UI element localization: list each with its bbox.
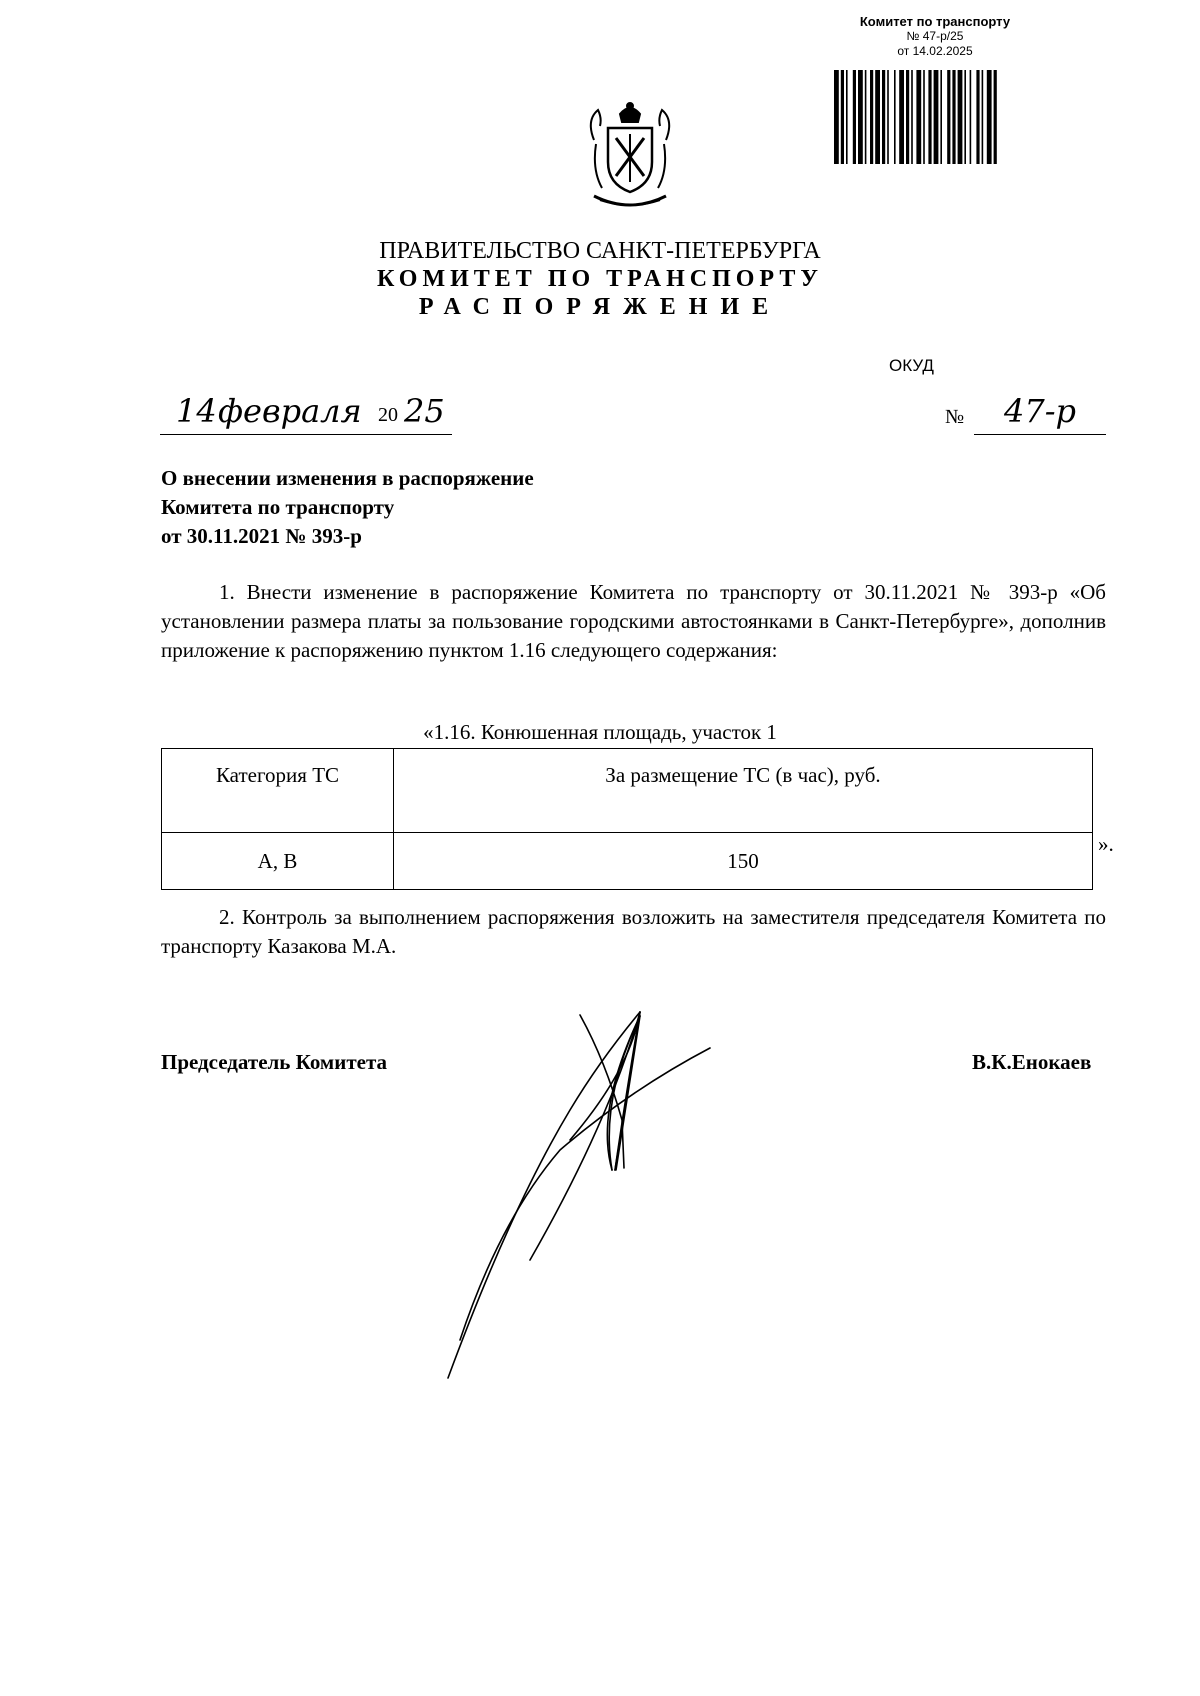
document-date	[160, 392, 452, 438]
handwritten-signature	[430, 1000, 790, 1390]
table-header-row	[162, 749, 1093, 833]
committee-header: КОМИТЕТ ПО ТРАНСПОРТУ	[377, 266, 823, 292]
signatory-position: Председатель Комитета	[161, 1050, 388, 1074]
number-value: 47-р	[1004, 392, 1077, 430]
table-header-category: Категория ТС	[162, 749, 394, 833]
fee-table	[161, 748, 1093, 890]
date-underline	[160, 434, 452, 435]
document-type: РАСПОРЯЖЕНИЕ	[418, 294, 782, 320]
coat-of-arms-emblem	[580, 100, 680, 214]
paragraph-1: 1. Внести изменение в распоряжение Комитета по транспорту от 30.11.2021 № 393-р «Об установлении размера платы за пользование городскими автостоянками в Санкт-Петербурге», дополнив приложение к распоряжению пунктом 1.16 следующего содержания:	[161, 580, 1106, 662]
table-header-fee: За размещение ТС (в час), руб.	[394, 749, 1093, 833]
document-title	[161, 464, 534, 551]
document-number	[974, 392, 1106, 438]
signatory-name: В.К.Енокаев	[972, 1050, 1092, 1074]
title-line-3: от 30.11.2021 № 393-р	[161, 524, 362, 548]
date-year: 25	[404, 392, 445, 430]
table-caption: «1.16. Конюшенная площадь, участок 1	[423, 720, 777, 744]
stamp-number: № 47-р/25	[906, 29, 964, 43]
number-underline	[974, 434, 1106, 435]
date-year-prefix: 20	[378, 404, 398, 426]
table-cell-fee: 150	[394, 833, 1093, 890]
date-day: 14	[176, 392, 217, 430]
table-cell-category: A, B	[162, 833, 394, 890]
title-line-1: О внесении изменения в распоряжение	[161, 466, 534, 490]
okud-label: ОКУД	[889, 356, 934, 375]
number-sign: №	[945, 406, 965, 428]
registration-stamp	[842, 14, 1028, 59]
title-line-2: Комитета по транспорту	[161, 495, 395, 519]
paragraph-2: 2. Контроль за выполнением распоряжения возложить на заместителя председателя Комитета по транспорту Казакова М.А.	[161, 905, 1106, 958]
date-month: февраля	[218, 392, 362, 430]
table-row	[162, 833, 1093, 890]
stamp-org: Комитет по транспорту	[859, 14, 1011, 29]
barcode-graphic	[834, 70, 1040, 164]
government-header: ПРАВИТЕЛЬСТВО САНКТ-ПЕТЕРБУРГА	[379, 238, 821, 264]
table-closing-quote: ».	[1098, 832, 1114, 856]
stamp-date: от 14.02.2025	[897, 44, 973, 58]
